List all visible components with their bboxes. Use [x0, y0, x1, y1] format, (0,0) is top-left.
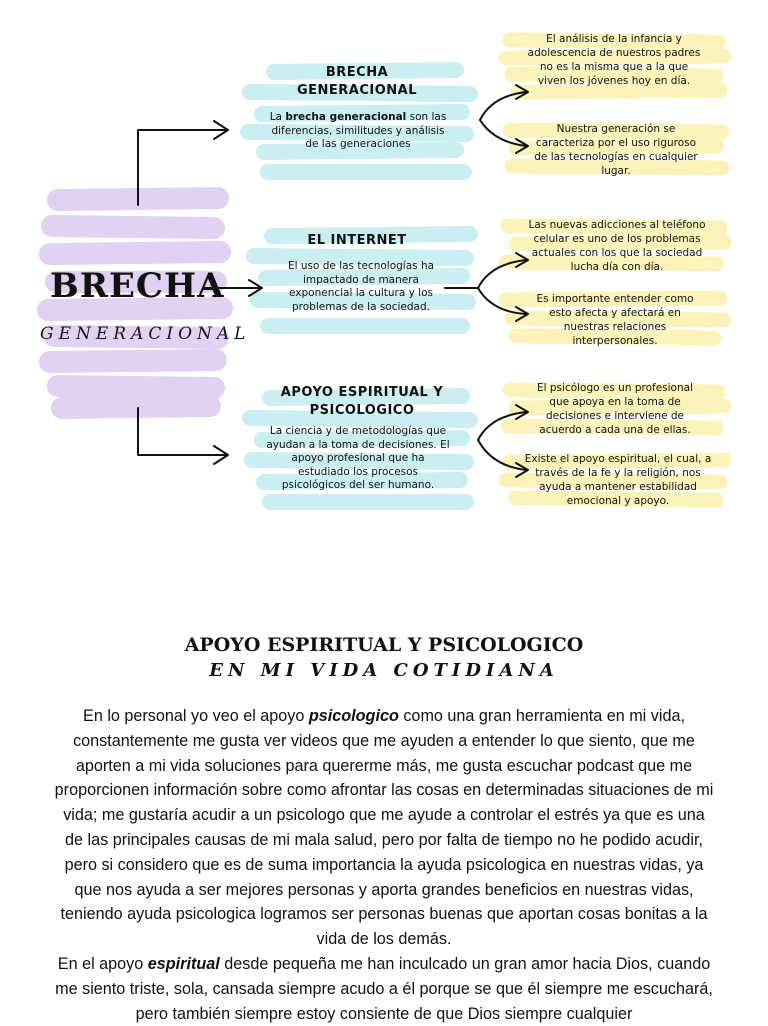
- node-title-line: EL INTERNET: [307, 233, 407, 248]
- leaf-2b: Es importante entender como esto afecta y afectará en nuestras relaciones interpersonales.: [536, 293, 694, 347]
- node-title-line: PSICOLOGICO: [309, 403, 415, 418]
- node-title: [262, 64, 452, 100]
- leaf-3b: Existe el apoyo espiritual, el cual, a través de la fe y la religión, nos ayuda a mantener estabilidad emocional y apoyo.: [524, 453, 712, 507]
- leaf-3a: El psicólogo es un profesional que apoya en la toma de decisiones e interviene de acuerdo a cada una de ellas.: [537, 382, 693, 436]
- node-title-line: APOYO ESPIRITUAL Y: [280, 385, 444, 400]
- node-title-line: BRECHA: [325, 65, 389, 80]
- node-text-part: La: [269, 111, 286, 123]
- leaf-1b: Nuestra generación se caracteriza por el uso riguroso de las tecnologías en cualquier lugar.: [534, 123, 698, 177]
- node-description: [268, 111, 448, 152]
- essay-text: En lo personal yo veo el apoyo: [83, 707, 309, 725]
- node-apoyo-title: [262, 384, 462, 420]
- essay-emphasis: psicologico: [308, 707, 399, 725]
- node-text-bold: brecha generacional: [285, 111, 407, 123]
- node-title-line: GENERACIONAL: [296, 83, 418, 98]
- center-subtitle: GENERACIONAL: [40, 324, 251, 344]
- leaf-2a: Las nuevas adicciones al teléfono celular es uno de los problemas actuales con los que la sociedad lucha día con día.: [528, 219, 706, 273]
- section-subtitle: EN MI VIDA COTIDIANA: [209, 660, 559, 681]
- node-apoyo-description: La ciencia y de metodologías que ayudan a la toma de decisiones. El apoyo profesional que ha estudiado los procesos psicológicos del ser humano.: [266, 425, 450, 491]
- essay-paragraph-2: [54, 952, 714, 1026]
- section-title: APOYO ESPIRITUAL Y PSICOLOGICO: [184, 634, 584, 656]
- essay-emphasis: espiritual: [147, 954, 220, 973]
- node-brecha-generacional: [262, 64, 452, 100]
- node-el-internet-title: [262, 232, 452, 250]
- essay-body: [54, 704, 714, 1026]
- node-text-part: son las diferencias, similitudes y análisis de las generaciones: [271, 111, 447, 150]
- center-title: BRECHA: [50, 266, 225, 306]
- essay-text: En el apoyo: [57, 954, 148, 973]
- essay-paragraph-1: [54, 704, 714, 952]
- essay-text: como una gran herramienta en mi vida, constantemente me gusta ver videos que me ayuden a entender lo que siento, que me aporten a mi vida soluciones para quererme más, me gusta escuchar podcast que me proporcionen información sobre como afrontar las cosas en determinadas situaciones de mi vida; me gustaría acudir a un psicologo que me ayude a controlar el estrés ya que es una de las principales causas de mi mala salud, pero por falta de tiempo no he podido acudir, pero si considero que es de suma importancia la ayuda psicologica en nuestras vidas, ya que nos ayuda a ser mejores personas y aporta grandes beneficios en nuestras vidas, teniendo ayuda psicologica logramos ser personas buenas que aportan cosas bonitas a la vida de los demás.: [54, 707, 714, 949]
- node-el-internet-description: El uso de las tecnologías ha impactado de manera exponencial la cultura y los problemas de la sociedad.: [287, 260, 435, 313]
- essay-text: desde pequeña me han inculcado un gran amor hacia Dios, cuando me siento triste, sola, cansada siempre acudo a él porque se que él siempre me escuchará, pero también siempre estoy consiente de que Dios siempre cualquier: [55, 954, 713, 1023]
- leaf-1a: El análisis de la infancia y adolescencia de nuestros padres no es la misma que a la que viven los jóvenes hoy en día.: [527, 33, 701, 87]
